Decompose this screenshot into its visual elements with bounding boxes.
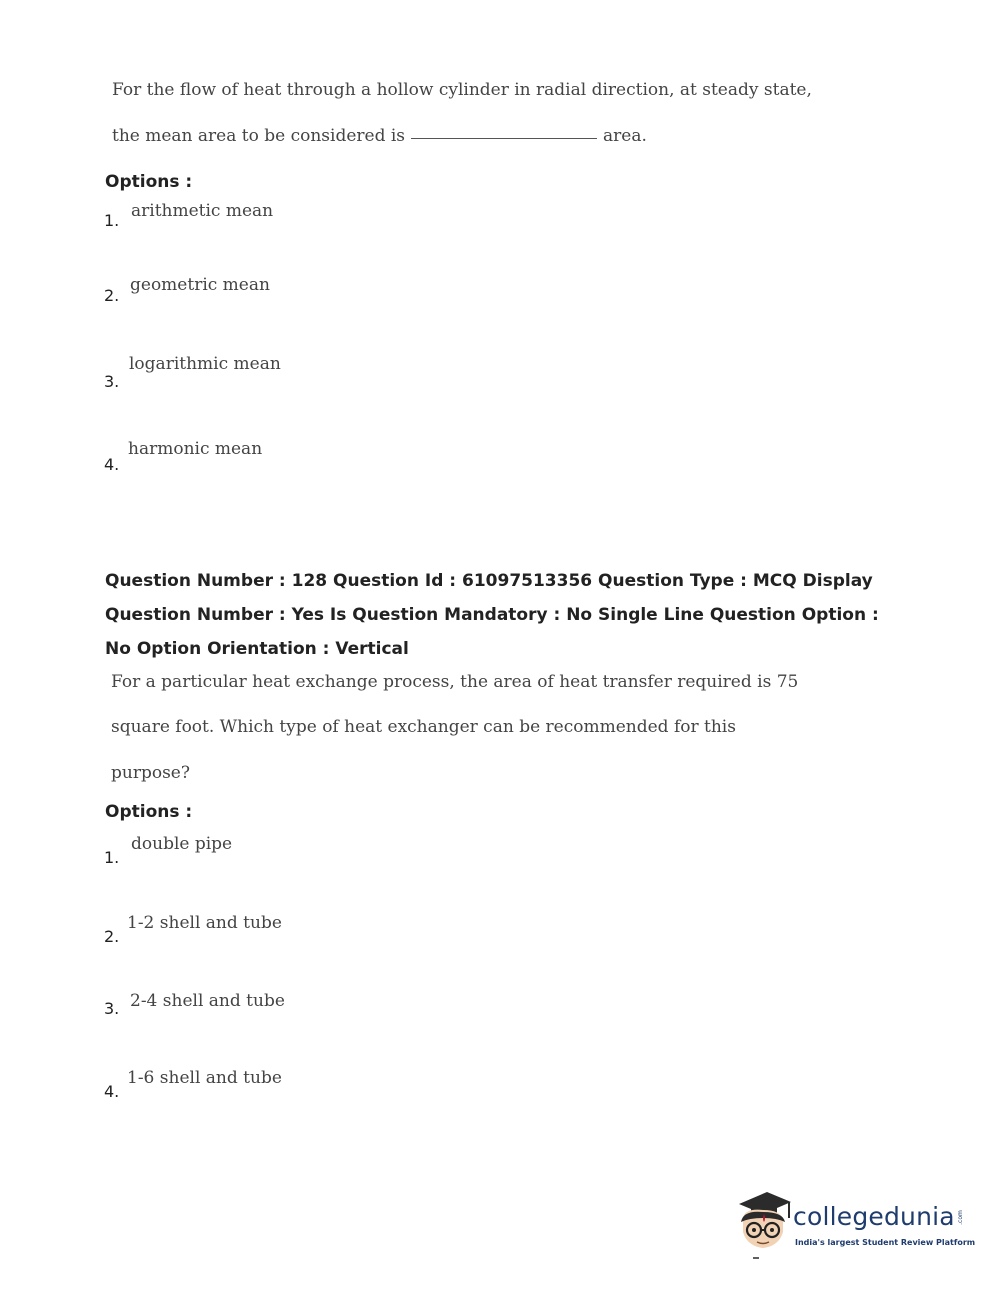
- question-1-line-2-end: area.: [603, 126, 647, 146]
- question-2-line-1: For a particular heat exchange process, the area of heat transfer required is 75: [111, 672, 799, 692]
- question-2-options-label: Options :: [105, 802, 193, 822]
- mascot-graduate-icon: [733, 1188, 793, 1262]
- question-1-line-1: For the flow of heat through a hollow cylinder in radial direction, at steady state,: [112, 80, 812, 100]
- logo-wordmark: collegedunia: [793, 1202, 955, 1231]
- question-2-line-3: purpose?: [111, 763, 190, 783]
- question-2-option-4-number: 4.: [104, 1082, 120, 1101]
- question-2-option-2-number: 2.: [104, 927, 120, 946]
- fill-in-blank: [411, 137, 597, 139]
- collegedunia-logo: [733, 1188, 976, 1262]
- question-2-option-2-text: 1-2 shell and tube: [127, 913, 282, 933]
- question-1-option-2-number: 2.: [104, 286, 120, 305]
- question-2-option-1-text: double pipe: [131, 834, 233, 854]
- question-1-options-label: Options :: [105, 172, 193, 192]
- question-1-line-2: [112, 126, 647, 146]
- logo-domain-suffix: .com: [956, 1210, 964, 1225]
- question-2-metadata: Question Number : 128 Question Id : 61097513356 Question Type : MCQ Display Question Number : Yes Is Question Mandatory : No Single Line Question Option : No Option Orientation : Vertical: [105, 571, 879, 659]
- question-1-option-2-text: geometric mean: [130, 275, 270, 295]
- question-1-option-3-number: 3.: [104, 372, 120, 391]
- question-1-option-1-number: 1.: [104, 211, 120, 230]
- question-2-option-4-text: 1-6 shell and tube: [127, 1068, 282, 1088]
- question-2-option-1-number: 1.: [104, 848, 120, 867]
- logo-tagline: India's largest Student Review Platform: [795, 1238, 976, 1247]
- question-1-option-4-number: 4.: [104, 455, 120, 474]
- question-2-option-3-text: 2-4 shell and tube: [130, 991, 285, 1011]
- question-2-line-2: square foot. Which type of heat exchanger can be recommended for this: [111, 717, 736, 737]
- question-1-option-1-text: arithmetic mean: [131, 201, 274, 221]
- question-2-option-3-number: 3.: [104, 999, 120, 1018]
- question-1-option-4-text: harmonic mean: [128, 439, 263, 459]
- question-1-line-2-start: the mean area to be considered is: [112, 126, 406, 146]
- question-1-option-3-text: logarithmic mean: [129, 354, 281, 374]
